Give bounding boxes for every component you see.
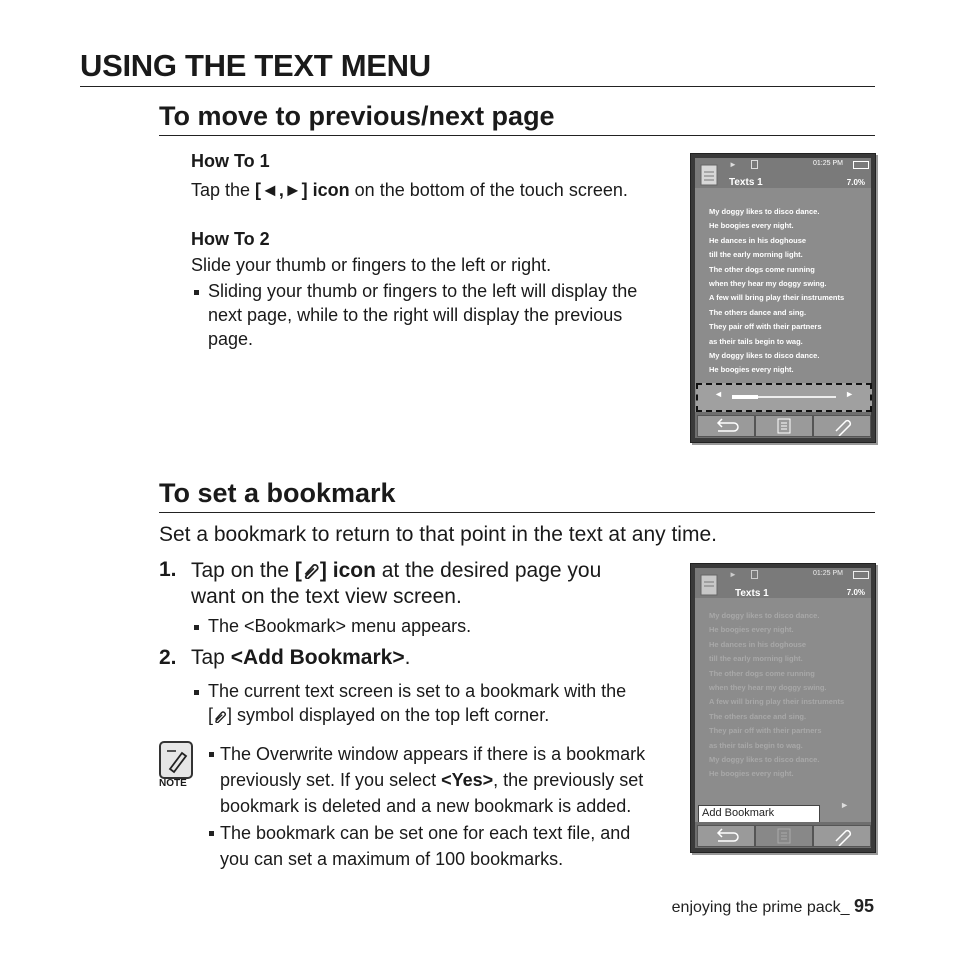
bullet-marker	[194, 690, 199, 695]
paperclip-icon	[814, 826, 870, 846]
text-line: They pair off with their partners	[709, 726, 822, 736]
back-arrow-icon	[698, 826, 754, 846]
device-screenshot-2	[690, 563, 876, 853]
menu-list-icon	[756, 826, 812, 846]
howto2-bullet	[208, 279, 637, 351]
step1-text	[191, 558, 601, 610]
device-screenshot-1	[690, 153, 876, 443]
device-screen	[695, 568, 871, 848]
lyrics-text	[709, 205, 844, 378]
page-footer	[672, 896, 874, 917]
step2-bullet-rest: ] symbol displayed on the top left corner.	[227, 705, 550, 725]
section-heading-page-nav: To move to previous/next page	[159, 101, 555, 131]
howto1-title: How To 1	[191, 151, 270, 171]
lock-icon	[751, 160, 758, 169]
howto2-title: How To 2	[191, 229, 270, 249]
bullet-marker	[194, 290, 199, 295]
howto2-bullet-line: page.	[208, 329, 254, 349]
footer-text: enjoying the prime pack_	[671, 899, 854, 916]
device-status-bar	[695, 568, 871, 598]
step1-post: at the desired page you	[375, 559, 602, 582]
step1-bracket: [	[294, 559, 302, 582]
note-pre: previously set. If you select	[220, 770, 442, 790]
text-file-icon	[700, 574, 720, 596]
step2-bold: <Add Bookmark>	[230, 646, 405, 669]
text-line: The other dogs come running	[709, 668, 815, 678]
text-file-icon	[700, 164, 720, 186]
bookmark-intro: Set a bookmark to return to that point in the text at any time.	[159, 523, 717, 546]
text-line: The others dance and sing.	[709, 711, 807, 721]
progress-percent: 7.0%	[846, 178, 865, 187]
back-button[interactable]	[697, 825, 755, 847]
text-line: The others dance and sing.	[709, 307, 807, 317]
howto1-icon-ref: [◄,►] icon	[255, 180, 350, 200]
clock: 01:25 PM	[813, 160, 843, 167]
bullet-marker	[194, 625, 199, 630]
step2-post: .	[404, 646, 411, 669]
note-icon	[159, 741, 193, 779]
step1-pre: Tap on the	[191, 559, 295, 582]
device-button-bar	[695, 822, 871, 848]
note-label: NOTE	[159, 778, 187, 789]
clock: 01:25 PM	[813, 570, 843, 577]
title-rule	[80, 86, 875, 87]
lyrics-text	[709, 609, 844, 782]
text-line: My doggy likes to disco dance.	[709, 207, 820, 216]
device-screen	[695, 158, 871, 438]
battery-icon	[853, 571, 869, 579]
note-bullet-1	[220, 741, 645, 819]
howto2-bullet-line: Sliding your thumb or fingers to the left will display the	[208, 281, 638, 301]
paperclip-icon	[302, 561, 320, 579]
menu-list-icon	[756, 416, 812, 436]
text-line: till the early morning light.	[709, 654, 803, 664]
back-arrow-icon	[698, 416, 754, 436]
text-line: My doggy likes to disco dance.	[709, 611, 820, 620]
paperclip-icon	[814, 416, 870, 436]
step2-pre: Tap	[191, 646, 231, 669]
text-line: A few will bring play their instruments	[709, 293, 845, 303]
page-nav-bar[interactable]	[696, 383, 872, 412]
lock-icon	[751, 570, 758, 579]
file-name: Texts 1	[729, 177, 763, 188]
note-line: you can set a maximum of 100 bookmarks.	[220, 849, 564, 869]
play-icon: ►	[729, 570, 737, 579]
battery-icon	[853, 161, 869, 169]
bullet-marker	[209, 831, 214, 836]
page-number: 95	[853, 896, 874, 916]
note-line: The bookmark can be set one for each text file, and	[220, 823, 631, 843]
text-line: My doggy likes to disco dance.	[709, 755, 820, 765]
text-line: He boogies every night.	[709, 221, 794, 231]
note-line: The Overwrite window appears if there is a bookmark	[220, 744, 646, 764]
text-line: till the early morning light.	[709, 250, 803, 260]
section-rule	[159, 512, 875, 513]
step1-icon-label: ] icon	[319, 559, 376, 582]
howto1-text	[191, 178, 628, 202]
text-line: A few will bring play their instruments	[709, 697, 845, 707]
file-name: Texts 1	[735, 588, 769, 599]
note-bullet-2	[220, 820, 630, 872]
menu-button[interactable]	[755, 825, 813, 847]
step1-bullet: The <Bookmark> menu appears.	[208, 616, 472, 636]
howto1-post: on the bottom of the touch screen.	[349, 180, 628, 200]
step2-bullet-line: The current text screen is set to a bookmark with the	[208, 681, 627, 701]
text-line: He boogies every night.	[709, 769, 794, 779]
progress-percent: 7.0%	[846, 588, 865, 597]
next-page-icon[interactable]: ►	[845, 389, 854, 399]
device-button-bar	[695, 412, 871, 438]
section-rule	[159, 135, 875, 136]
pencil-icon	[161, 743, 191, 777]
howto2-bullet-line: next page, while to the right will display the previous	[208, 305, 623, 325]
text-line: My doggy likes to disco dance.	[709, 351, 820, 361]
howto1-pre: Tap the	[191, 180, 256, 200]
text-line: He boogies every night.	[709, 365, 794, 375]
step2-bullet	[208, 679, 626, 727]
section-heading-bookmark: To set a bookmark	[159, 478, 396, 508]
play-icon: ►	[729, 160, 737, 169]
step2-text	[191, 646, 410, 670]
bookmark-button[interactable]	[813, 825, 871, 847]
note-post: , the previously set	[493, 770, 644, 790]
menu-button[interactable]	[755, 415, 813, 437]
device-status-bar	[695, 158, 871, 188]
step2-number: 2.	[159, 646, 177, 669]
add-bookmark-menu-item[interactable]: Add Bookmark	[698, 805, 820, 829]
step1-number: 1.	[159, 558, 177, 581]
howto2-text: Slide your thumb or fingers to the left or right.	[191, 255, 552, 275]
bullet-marker	[209, 752, 214, 757]
text-line: They pair off with their partners	[709, 322, 822, 332]
next-page-icon: ►	[840, 800, 849, 810]
step2-bracket: [	[208, 705, 214, 725]
page-slider-fill	[732, 395, 758, 399]
paperclip-icon	[213, 709, 227, 723]
text-line: He dances in his doghouse	[709, 235, 807, 245]
note-yes: <Yes>	[441, 770, 494, 790]
note-line: bookmark is deleted and a new bookmark is added.	[220, 796, 632, 816]
text-line: The other dogs come running	[709, 264, 815, 274]
text-line: as their tails begin to wag.	[709, 336, 803, 346]
text-line: when they hear my doggy swing.	[709, 683, 827, 693]
back-button[interactable]	[697, 415, 755, 437]
text-line: when they hear my doggy swing.	[709, 279, 827, 289]
bookmark-button[interactable]	[813, 415, 871, 437]
previous-page-icon[interactable]: ◄	[714, 389, 723, 399]
text-line: as their tails begin to wag.	[709, 740, 803, 750]
page-title: USING THE TEXT MENU	[80, 48, 431, 83]
step1-line2: want on the text view screen.	[191, 585, 462, 608]
text-line: He boogies every night.	[709, 625, 794, 635]
text-line: He dances in his doghouse	[709, 639, 807, 649]
